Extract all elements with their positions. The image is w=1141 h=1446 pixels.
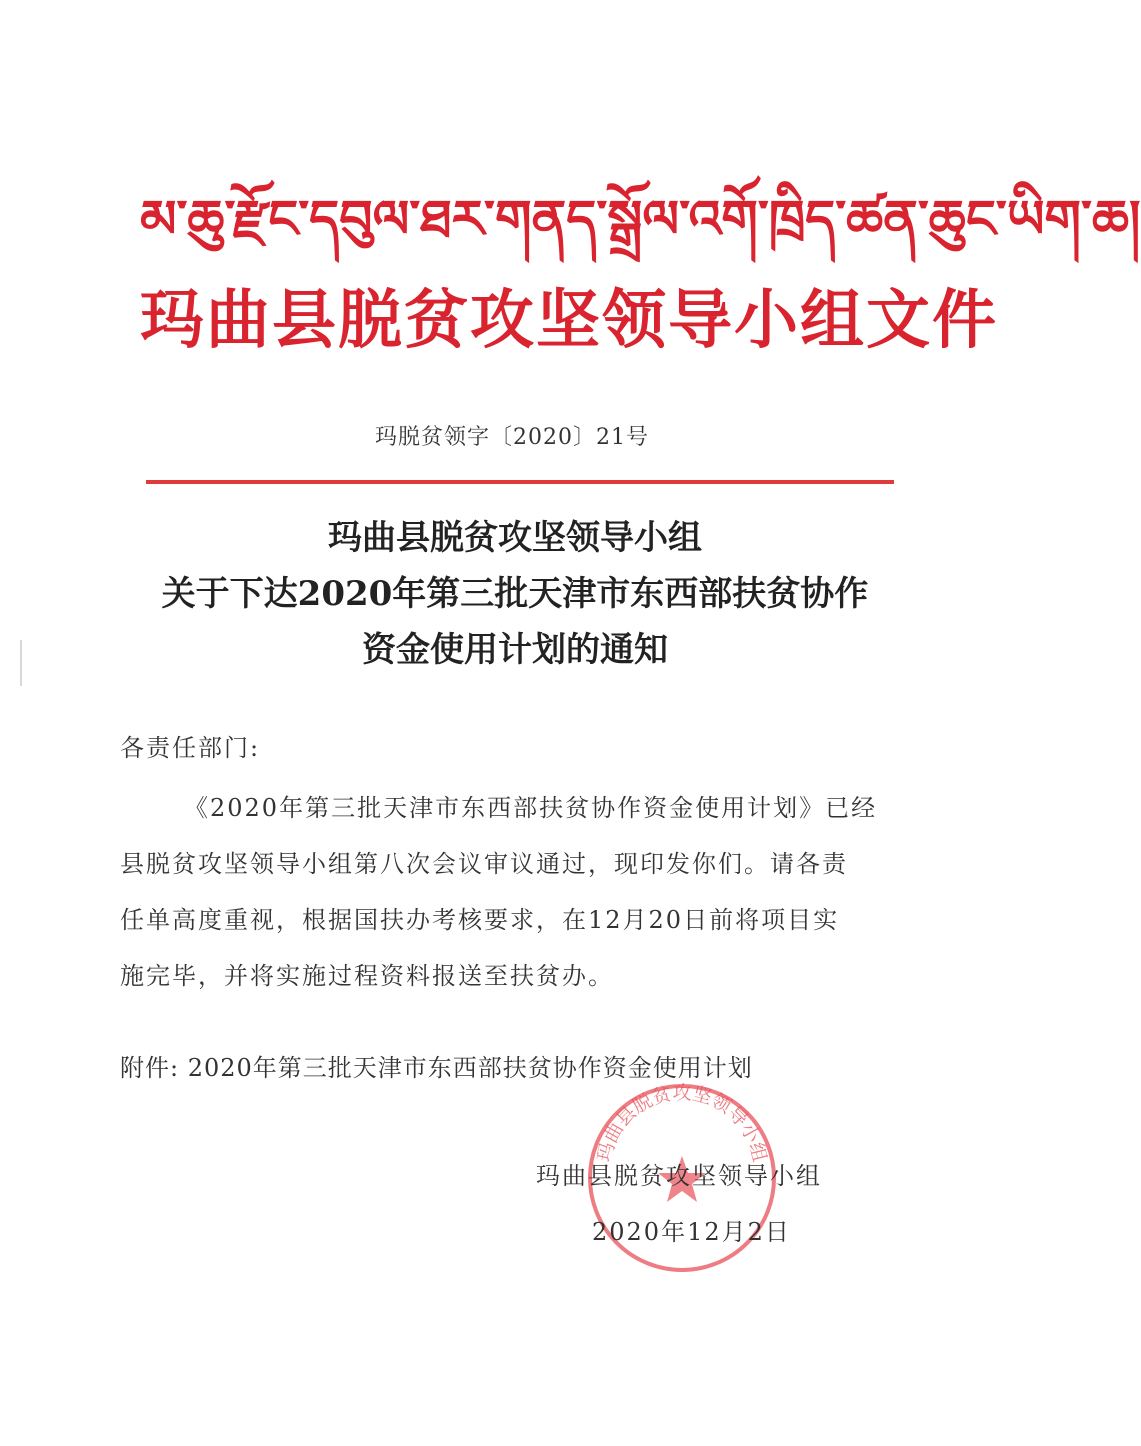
subject-line-1: 玛曲县脱贫攻坚领导小组 — [328, 518, 702, 558]
body-line-4: 施完毕，并将实施过程资料报送至扶贫办。 — [120, 962, 614, 990]
scan-mark — [20, 640, 22, 686]
subject-line-3: 资金使用计划的通知 — [362, 630, 668, 670]
subject-heading — [100, 510, 930, 678]
document-title: 玛曲县脱贫攻坚领导小组文件 — [140, 283, 998, 358]
body-line-2: 县脱贫攻坚领导小组第八次会议审议通过，现印发你们。请各责 — [120, 850, 848, 878]
body-line-1: 《2020年第三批天津市东西部扶贫协作资金使用计划》已经 — [184, 794, 878, 822]
svg-text:玛曲县脱贫攻坚领导小组 — [593, 1082, 770, 1164]
document-number: 玛脱贫领字〔2020〕21号 — [375, 425, 649, 450]
signature-organization: 玛曲县脱贫攻坚领导小组 — [536, 1162, 822, 1190]
body-line-3: 任单高度重视，根据国扶办考核要求，在12月20日前将项目实 — [120, 906, 840, 934]
attachment-note: 附件: 2020年第三批天津市东西部扶贫协作资金使用计划 — [120, 1054, 753, 1082]
signature-date: 2020年12月2日 — [592, 1218, 791, 1246]
red-divider — [146, 480, 894, 484]
tibetan-title: མ་ཆུ་རྫོང་དབུལ་ཐར་གནད་སྒྲོལ་འགོ་ཁྲིད་ཚན་ཆུང་ཡིག་ཆ། — [140, 190, 1141, 250]
body-paragraph — [120, 780, 900, 1004]
subject-line-2: 关于下达2020年第三批天津市东西部扶贫协作 — [161, 574, 869, 614]
salutation: 各责任部门: — [120, 734, 261, 762]
seal-text: 玛曲县脱贫攻坚领导小组 — [593, 1082, 771, 1165]
